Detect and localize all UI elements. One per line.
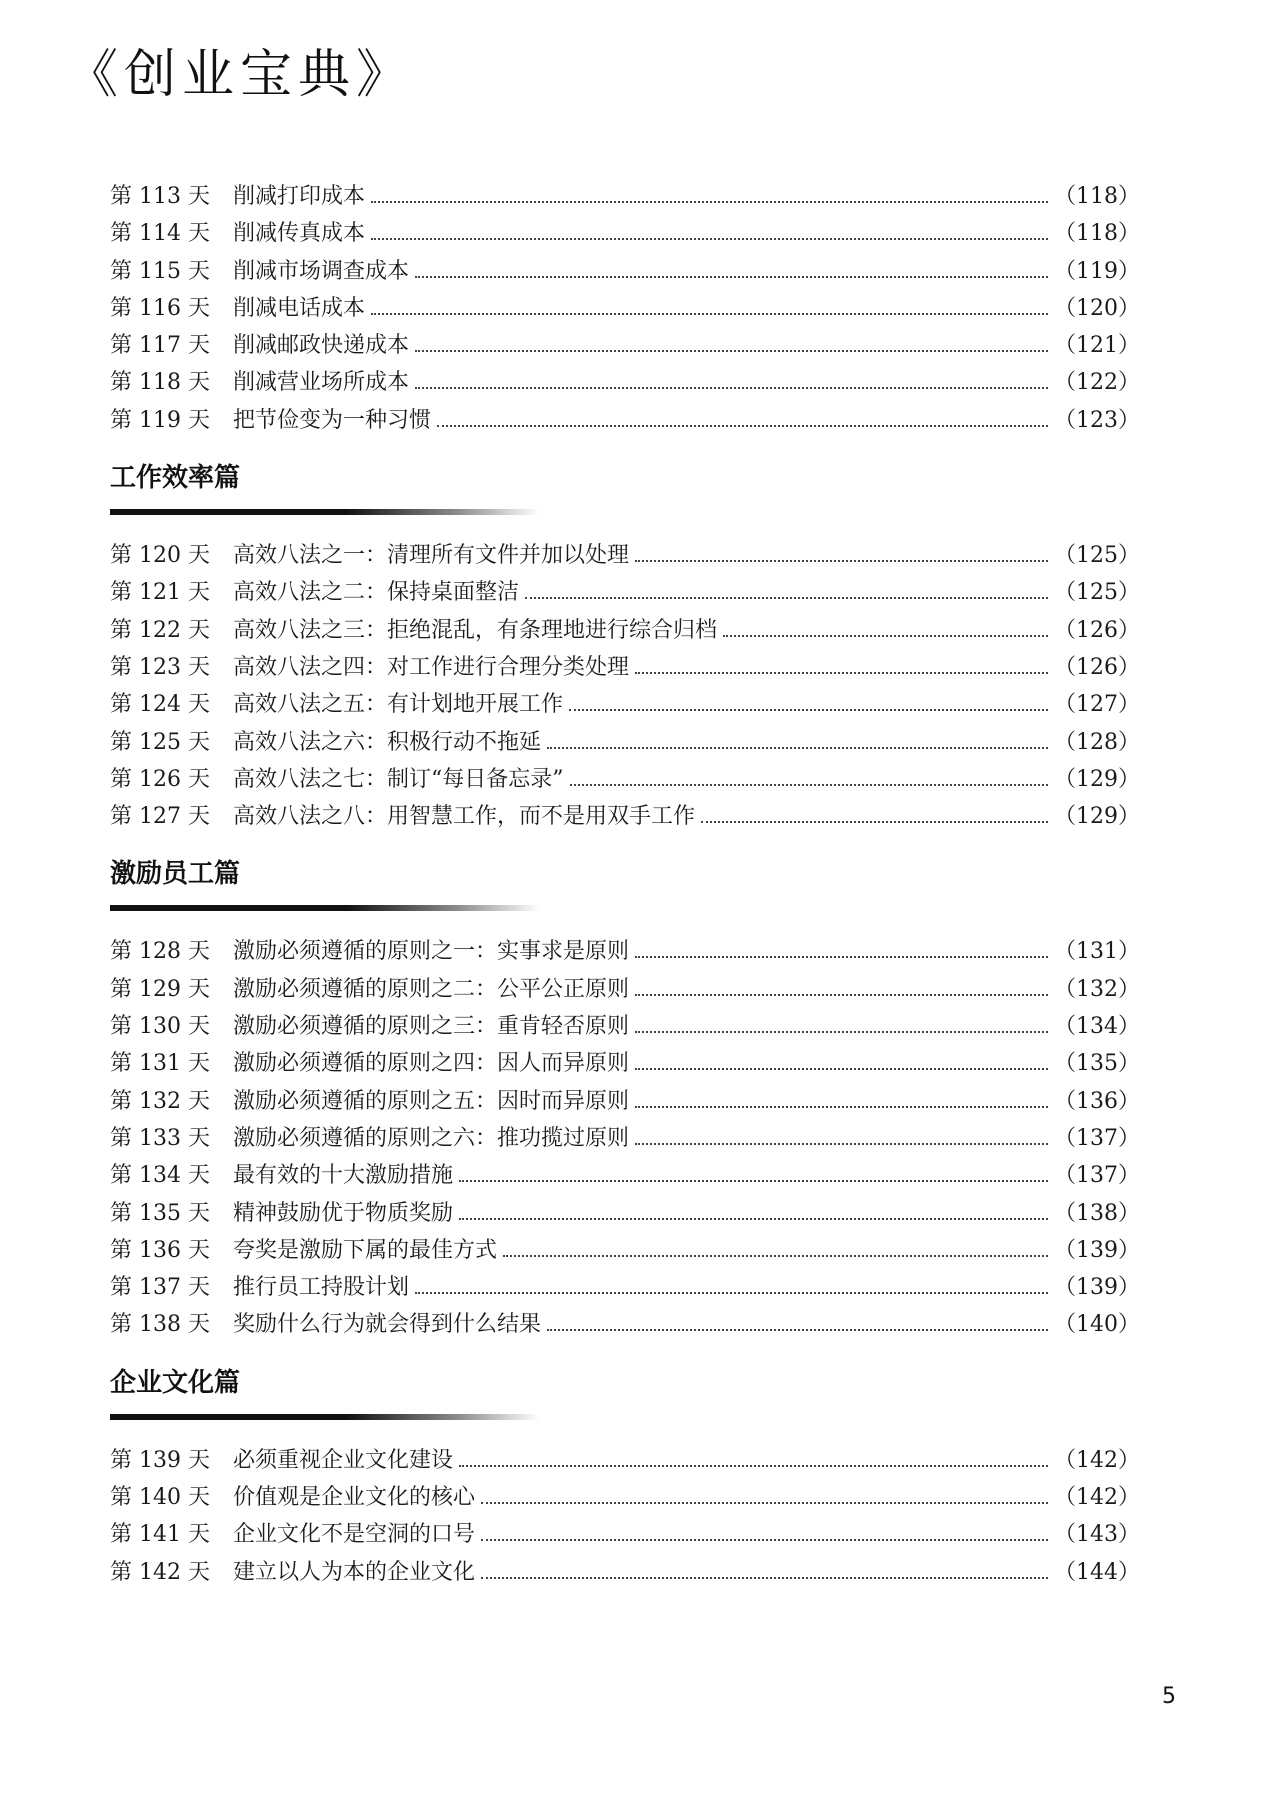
- dot-leader: [701, 821, 1048, 823]
- toc-entry[interactable]: [110, 364, 1140, 401]
- dot-leader: [437, 425, 1048, 427]
- entry-page: （129）: [1054, 804, 1140, 830]
- entry-page: （131）: [1054, 939, 1140, 965]
- entry-page: （139）: [1054, 1237, 1140, 1263]
- section-header: [110, 457, 1124, 515]
- entry-day: 第 142 天: [110, 1559, 210, 1585]
- dot-leader: [547, 1329, 1048, 1331]
- entry-page: （132）: [1054, 976, 1140, 1002]
- dot-leader: [481, 1577, 1048, 1579]
- entry-page: （118）: [1054, 221, 1140, 247]
- toc-entry[interactable]: [110, 327, 1140, 364]
- entry-title: 高效八法之三：拒绝混乱，有条理地进行综合归档: [233, 617, 718, 643]
- entry-day: 第 124 天: [110, 692, 210, 718]
- entry-title: 价值观是企业文化的核心: [233, 1485, 476, 1511]
- toc-entry[interactable]: [110, 1045, 1140, 1082]
- toc-entry[interactable]: [110, 402, 1140, 439]
- entry-title: 激励必须遵循的原则之一：实事求是原则: [233, 939, 630, 965]
- entry-page: （142）: [1054, 1485, 1140, 1511]
- entry-title: 削减邮政快递成本: [233, 333, 410, 359]
- dot-leader: [635, 1068, 1048, 1070]
- entry-title: 激励必须遵循的原则之三：重肯轻否原则: [233, 1014, 630, 1040]
- entry-day: 第 117 天: [110, 333, 210, 359]
- entry-day: 第 118 天: [110, 370, 210, 396]
- toc-entry[interactable]: [110, 649, 1140, 686]
- entry-title: 高效八法之五：有计划地开展工作: [233, 692, 564, 718]
- entry-title: 激励必须遵循的原则之六：推功揽过原则: [233, 1125, 630, 1151]
- dot-leader: [415, 387, 1048, 389]
- section-title: 激励员工篇: [110, 859, 241, 890]
- toc-entry[interactable]: [110, 537, 1140, 574]
- toc-entry[interactable]: [110, 686, 1140, 723]
- entry-day: 第 122 天: [110, 617, 210, 643]
- toc-entry[interactable]: [110, 1120, 1140, 1157]
- entry-page: （143）: [1054, 1522, 1140, 1548]
- entry-day: 第 131 天: [110, 1051, 210, 1077]
- entry-day: 第 138 天: [110, 1312, 210, 1338]
- entry-day: 第 134 天: [110, 1163, 210, 1189]
- dot-leader: [635, 1106, 1048, 1108]
- section-underline: [110, 1414, 540, 1420]
- dot-leader: [635, 560, 1048, 562]
- entry-day: 第 114 天: [110, 221, 210, 247]
- toc-entry[interactable]: [110, 1195, 1140, 1232]
- entry-page: （120）: [1054, 295, 1140, 321]
- toc-entry[interactable]: [110, 798, 1140, 835]
- dot-leader: [459, 1218, 1048, 1220]
- toc-entry[interactable]: [110, 1306, 1140, 1343]
- toc-entry[interactable]: [110, 933, 1140, 970]
- dot-leader: [635, 1031, 1048, 1033]
- entry-title: 激励必须遵循的原则之五：因时而异原则: [233, 1088, 630, 1114]
- dot-leader: [503, 1255, 1048, 1257]
- entry-day: 第 116 天: [110, 295, 210, 321]
- entry-page: （119）: [1054, 258, 1140, 284]
- entry-day: 第 130 天: [110, 1014, 210, 1040]
- toc-entry[interactable]: [110, 1516, 1140, 1553]
- dot-leader: [371, 238, 1048, 240]
- entry-day: 第 141 天: [110, 1522, 210, 1548]
- dot-leader: [525, 597, 1048, 599]
- entry-title: 高效八法之八：用智慧工作，而不是用双手工作: [233, 804, 696, 830]
- entry-title: 精神鼓励优于物质奖励: [233, 1200, 454, 1226]
- entry-page: （136）: [1054, 1088, 1140, 1114]
- entry-page: （139）: [1054, 1275, 1140, 1301]
- entry-day: 第 133 天: [110, 1125, 210, 1151]
- dot-leader: [569, 709, 1048, 711]
- entry-day: 第 119 天: [110, 407, 210, 433]
- entry-day: 第 113 天: [110, 184, 210, 209]
- section-underline: [110, 509, 540, 515]
- entry-title: 夸奖是激励下属的最佳方式: [233, 1237, 498, 1263]
- entry-day: 第 139 天: [110, 1447, 210, 1473]
- table-of-contents: [110, 178, 1140, 1591]
- entry-page: （137）: [1054, 1163, 1140, 1189]
- entry-day: 第 140 天: [110, 1485, 210, 1511]
- entry-day: 第 136 天: [110, 1237, 210, 1263]
- entry-title: 高效八法之六：积极行动不拖延: [233, 729, 542, 755]
- entry-page: （125）: [1054, 543, 1140, 569]
- entry-title: 奖励什么行为就会得到什么结果: [233, 1312, 542, 1338]
- section-title: 企业文化篇: [110, 1367, 241, 1398]
- entry-page: （140）: [1054, 1312, 1140, 1338]
- entry-title: 最有效的十大激励措施: [233, 1163, 454, 1189]
- toc-entry[interactable]: [110, 724, 1140, 761]
- entry-page: （125）: [1054, 580, 1140, 606]
- entry-page: （127）: [1054, 692, 1140, 718]
- entry-page: （128）: [1054, 729, 1140, 755]
- entry-page: （126）: [1054, 654, 1140, 680]
- toc-entry[interactable]: [110, 574, 1140, 611]
- entry-page: （129）: [1054, 766, 1140, 792]
- book-title: 《创业宝典》: [66, 45, 415, 105]
- entry-day: 第 121 天: [110, 580, 210, 606]
- entry-page: （122）: [1054, 370, 1140, 396]
- entry-day: 第 135 天: [110, 1200, 210, 1226]
- entry-title: 推行员工持股计划: [233, 1275, 410, 1301]
- entry-page: （123）: [1054, 407, 1140, 433]
- dot-leader: [415, 276, 1048, 278]
- dot-leader: [459, 1465, 1048, 1467]
- entry-title: 高效八法之二：保持桌面整洁: [233, 580, 520, 606]
- toc-entry[interactable]: [110, 1442, 1140, 1479]
- entry-page: （137）: [1054, 1125, 1140, 1151]
- toc-entry[interactable]: [110, 761, 1140, 798]
- entry-title: 高效八法之四：对工作进行合理分类处理: [233, 654, 630, 680]
- section-header: [110, 1362, 1124, 1420]
- entry-title: 企业文化不是空洞的口号: [233, 1522, 476, 1548]
- entry-day: 第 137 天: [110, 1275, 210, 1301]
- entry-day: 第 123 天: [110, 654, 210, 680]
- dot-leader: [635, 994, 1048, 996]
- dot-leader: [415, 350, 1048, 352]
- entry-day: 第 115 天: [110, 258, 210, 284]
- toc-entry[interactable]: [110, 290, 1140, 327]
- page-number: 5: [1162, 1684, 1176, 1709]
- entry-title: 削减传真成本: [233, 221, 366, 247]
- dot-leader: [371, 313, 1048, 315]
- toc-entry[interactable]: [110, 612, 1140, 649]
- dot-leader: [635, 672, 1048, 674]
- entry-day: 第 125 天: [110, 729, 210, 755]
- toc-entry[interactable]: [110, 215, 1140, 252]
- entry-title: 激励必须遵循的原则之二：公平公正原则: [233, 976, 630, 1002]
- dot-leader: [570, 784, 1049, 786]
- toc-entry[interactable]: [110, 1157, 1140, 1194]
- entry-day: 第 120 天: [110, 543, 210, 569]
- dot-leader: [481, 1502, 1048, 1504]
- dot-leader: [635, 956, 1048, 958]
- dot-leader: [481, 1539, 1048, 1541]
- toc-entry[interactable]: [110, 1232, 1140, 1269]
- section-header: [110, 853, 1124, 911]
- toc-entry[interactable]: [110, 971, 1140, 1008]
- dot-leader: [635, 1143, 1048, 1145]
- entry-page: （126）: [1054, 617, 1140, 643]
- entry-title: 削减打印成本: [233, 184, 366, 209]
- entry-page: （134）: [1054, 1014, 1140, 1040]
- entry-day: 第 129 天: [110, 976, 210, 1002]
- toc-entry[interactable]: [110, 1083, 1140, 1120]
- dot-leader: [723, 635, 1048, 637]
- toc-entry[interactable]: [110, 1479, 1140, 1516]
- entry-title: 必须重视企业文化建设: [233, 1447, 454, 1473]
- entry-title: 削减电话成本: [233, 295, 366, 321]
- entry-title: 高效八法之七：制订“每日备忘录”: [233, 766, 564, 792]
- entry-page: （144）: [1054, 1559, 1140, 1585]
- entry-day: 第 127 天: [110, 804, 210, 830]
- entry-title: 高效八法之一：清理所有文件并加以处理: [233, 543, 630, 569]
- dot-leader: [371, 201, 1048, 203]
- entry-day: 第 132 天: [110, 1088, 210, 1114]
- entry-title: 把节俭变为一种习惯: [233, 407, 432, 433]
- toc-entry[interactable]: [110, 1008, 1140, 1045]
- toc-entry[interactable]: [110, 178, 1140, 215]
- entry-page: （138）: [1054, 1200, 1140, 1226]
- toc-entry[interactable]: [110, 253, 1140, 290]
- entry-title: 削减市场调查成本: [233, 258, 410, 284]
- entry-day: 第 128 天: [110, 939, 210, 965]
- toc-entry[interactable]: [110, 1554, 1140, 1591]
- entry-page: （121）: [1054, 333, 1140, 359]
- entry-page: （142）: [1054, 1447, 1140, 1473]
- entry-title: 建立以人为本的企业文化: [233, 1559, 476, 1585]
- entry-page: （118）: [1054, 184, 1140, 209]
- section-underline: [110, 905, 540, 911]
- dot-leader: [415, 1292, 1048, 1294]
- section-title: 工作效率篇: [110, 463, 241, 494]
- dot-leader: [459, 1180, 1048, 1182]
- entry-title: 激励必须遵循的原则之四：因人而异原则: [233, 1051, 630, 1077]
- toc-entry[interactable]: [110, 1269, 1140, 1306]
- dot-leader: [547, 747, 1048, 749]
- entry-day: 第 126 天: [110, 766, 210, 792]
- entry-title: 削减营业场所成本: [233, 370, 410, 396]
- entry-page: （135）: [1054, 1051, 1140, 1077]
